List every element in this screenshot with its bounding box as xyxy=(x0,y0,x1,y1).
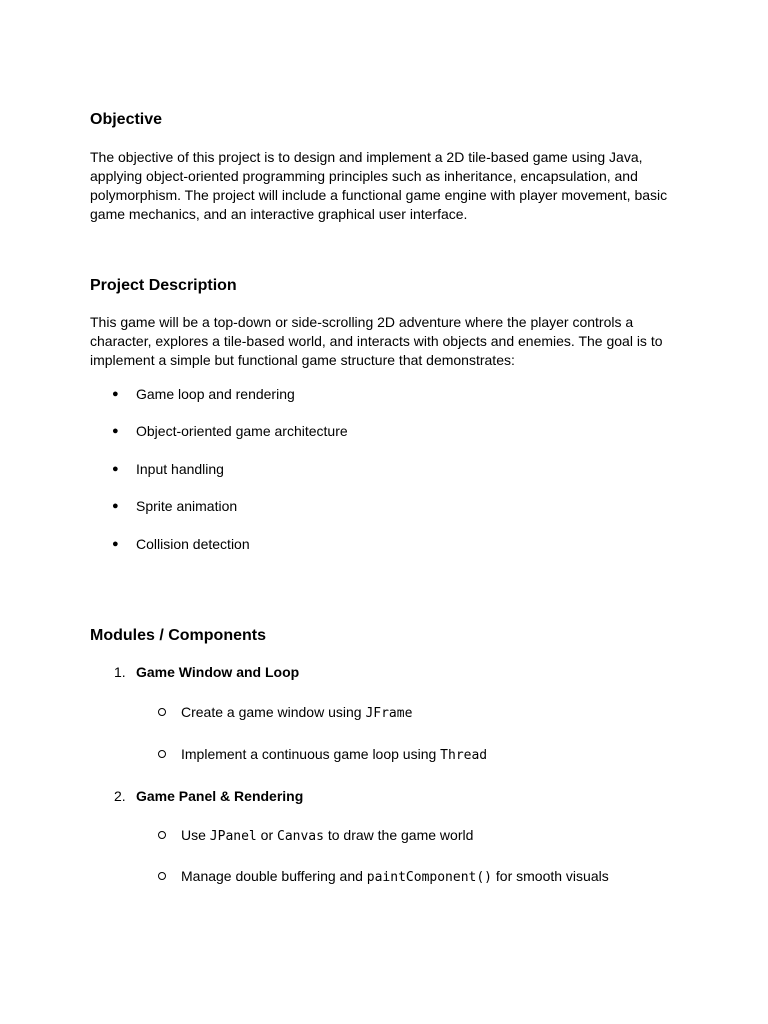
bullet-icon: ● xyxy=(112,500,119,512)
circle-bullet-icon xyxy=(158,831,166,839)
list-item: Object-oriented game architecture xyxy=(136,423,348,439)
circle-bullet-icon xyxy=(158,708,166,716)
objective-line: game mechanics, and an interactive graphical user interface. xyxy=(90,206,468,222)
bullet-icon: ● xyxy=(112,425,119,437)
sub-list-item: Manage double buffering and paintComponent() for smooth visuals xyxy=(181,868,609,885)
list-item: Collision detection xyxy=(136,536,250,552)
list-number: 1. xyxy=(114,664,126,680)
objective-line: polymorphism. The project will include a functional game engine with player movement, basic xyxy=(90,187,668,203)
description-line: implement a simple but functional game structure that demonstrates: xyxy=(90,352,515,368)
description-line: character, explores a tile-based world, and interacts with objects and enemies. The goal is to xyxy=(90,333,663,349)
circle-bullet-icon xyxy=(158,750,166,758)
bullet-icon: ● xyxy=(112,388,119,400)
list-item: Input handling xyxy=(136,461,224,477)
description-paragraph xyxy=(90,313,680,370)
list-item: Game loop and rendering xyxy=(136,386,295,402)
bullet-icon: ● xyxy=(112,463,119,475)
module-title: Game Panel & Rendering xyxy=(136,788,304,804)
sub-list-item: Create a game window using JFrame xyxy=(181,704,413,721)
module-title: Game Window and Loop xyxy=(136,664,300,680)
objective-line: applying object-oriented programming principles such as inheritance, encapsulation, and xyxy=(90,168,638,184)
modules-heading: Modules / Components xyxy=(90,627,266,644)
project-description-heading: Project Description xyxy=(90,277,237,294)
objective-line: The objective of this project is to design and implement a 2D tile-based game using Java, xyxy=(90,149,643,165)
objective-paragraph xyxy=(90,148,680,224)
sub-list-item: Implement a continuous game loop using Thread xyxy=(181,746,488,763)
list-number: 2. xyxy=(114,788,126,804)
list-item: Sprite animation xyxy=(136,498,238,514)
sub-list-item: Use JPanel or Canvas to draw the game world xyxy=(181,827,474,844)
objective-heading: Objective xyxy=(90,111,163,128)
bullet-icon: ● xyxy=(112,538,119,550)
circle-bullet-icon xyxy=(158,872,166,880)
description-line: This game will be a top-down or side-scrolling 2D adventure where the player controls a xyxy=(90,314,634,330)
